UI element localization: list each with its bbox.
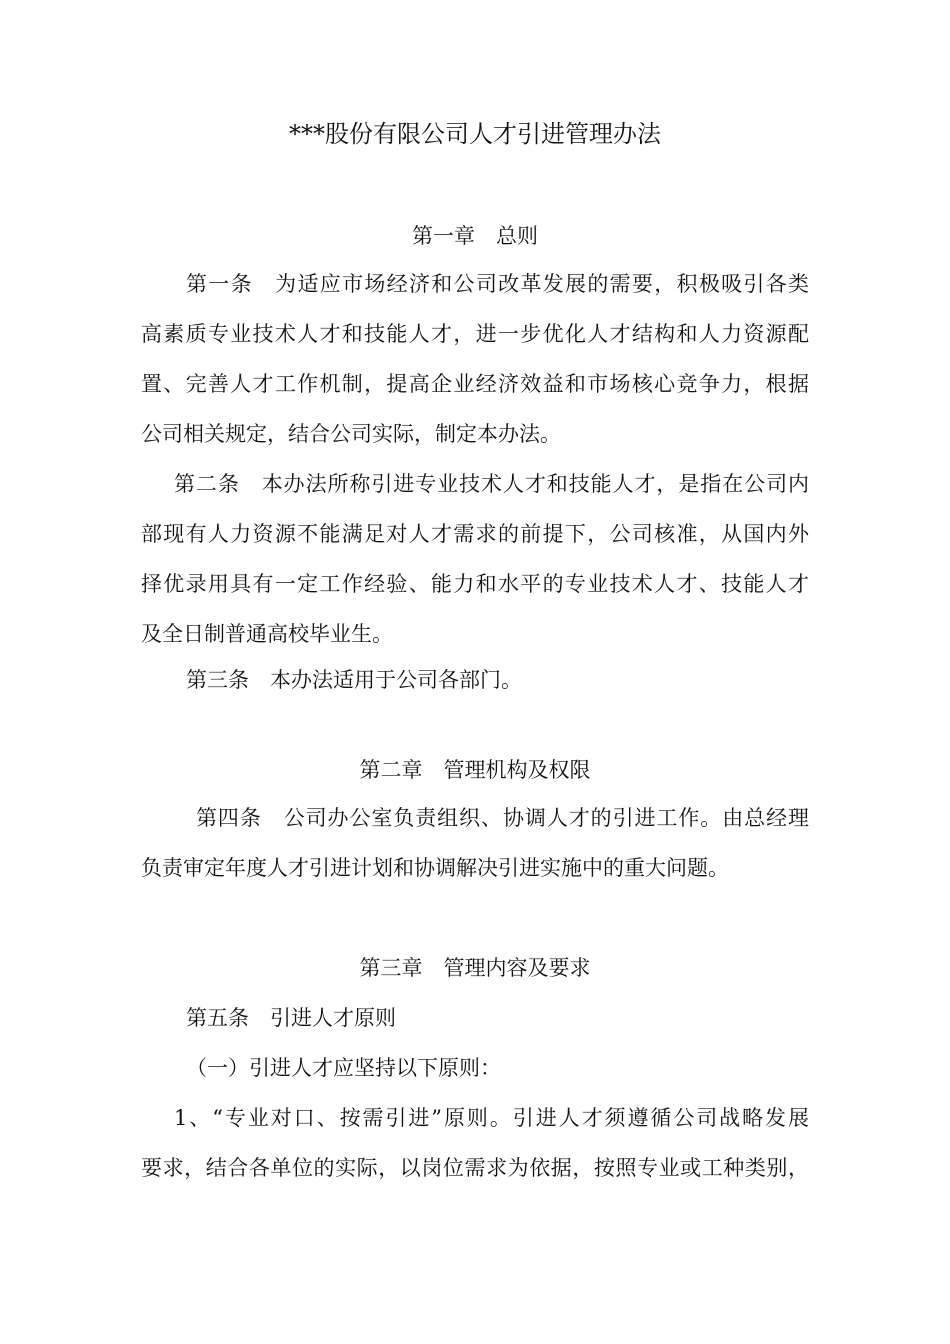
article-5-item-1-line-2: 要求，结合各单位的实际，以岗位需求为依据，按照专业或工种类别， [141, 1156, 809, 1180]
article-1-line-3: 置、完善人才工作机制，提高企业经济效益和市场核心竞争力，根据 [141, 372, 809, 396]
document-title: ***股份有限公司人才引进管理办法 [289, 120, 661, 148]
article-2-line-4: 及全日制普通高校毕业生。 [141, 622, 393, 646]
article-4-line-1: 第四条 公司办公室负责组织、协调人才的引进工作。由总经理 [196, 806, 809, 830]
chapter-2-heading: 第二章 管理机构及权限 [359, 758, 591, 782]
article-2-line-1: 第二条 本办法所称引进专业技术人才和技能人才，是指在公司内 [174, 472, 809, 496]
article-4-line-2: 负责审定年度人才引进计划和协调解决引进实施中的重大问题。 [141, 856, 729, 880]
article-5-heading: 第五条 引进人才原则 [186, 1006, 396, 1030]
article-1-line-4: 公司相关规定，结合公司实际，制定本办法。 [141, 422, 561, 446]
article-5-item-1-line-1: 1、“专业对口、按需引进”原则。引进人才须遵循公司战略发展 [174, 1106, 809, 1130]
article-2-line-2: 部现有人力资源不能满足对人才需求的前提下，公司核准，从国内外 [141, 522, 809, 546]
article-2-line-3: 择优录用具有一定工作经验、能力和水平的专业技术人才、技能人才 [141, 572, 809, 596]
article-5-clause-1: （一）引进人才应坚持以下原则： [186, 1056, 501, 1080]
article-1-line-1: 第一条 为适应市场经济和公司改革发展的需要，积极吸引各类 [186, 272, 809, 296]
chapter-3-heading: 第三章 管理内容及要求 [359, 956, 591, 980]
article-1-line-2: 高素质专业技术人才和技能人才，进一步优化人才结构和人力资源配 [141, 322, 809, 346]
article-3-line-1: 第三条 本办法适用于公司各部门。 [186, 668, 522, 692]
chapter-1-heading: 第一章 总则 [412, 224, 538, 248]
